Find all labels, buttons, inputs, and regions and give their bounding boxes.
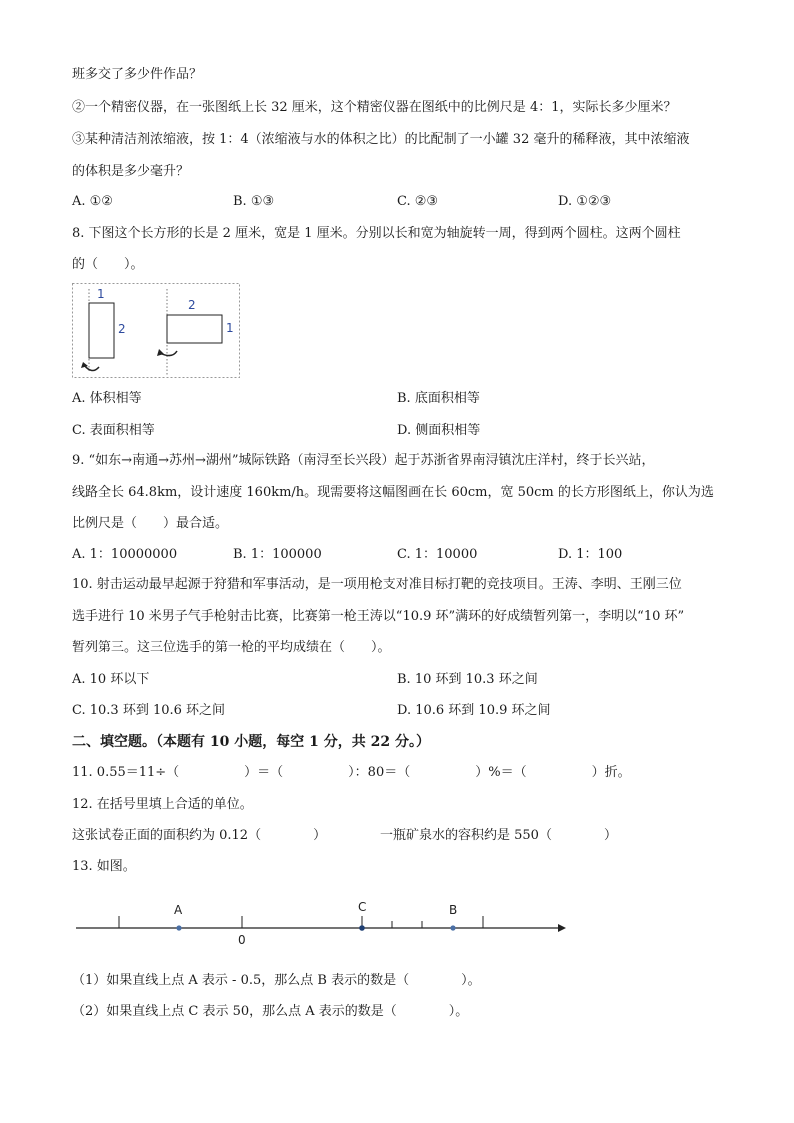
q9-option-d[interactable]: D. 1：100 [558, 547, 623, 562]
point-b-dot [450, 925, 455, 930]
q8-option-a[interactable]: A. 体积相等 [72, 391, 142, 406]
q7-option-c[interactable]: C. ②③ [397, 194, 439, 209]
q8-option-d[interactable]: D. 侧面积相等 [397, 423, 481, 438]
q11-text: 11. 0.55＝11÷（ ）＝（ ）：80＝（ ）%＝（ ）折。 [72, 765, 631, 780]
q8-stem-line1: 8. 下图这个长方形的长是 2 厘米，宽是 1 厘米。分别以长和宽为轴旋转一周，得到两个圆柱。这两个圆柱 [72, 226, 681, 241]
q13-sub1: （1）如果直线上点 A 表示 - 0.5，那么点 B 表示的数是（ ）。 [72, 973, 481, 988]
q10-stem-line1: 10. 射击运动最早起源于狩猎和军事活动，是一项用枪支对准目标打靶的竞技项目。王涛、李明、王刚三位 [72, 577, 682, 592]
left-rotation-arrowhead-icon [81, 362, 88, 368]
q10-stem-line3: 暂列第三。这三位选手的第一枪的平均成绩在（ ）。 [72, 640, 391, 655]
q9-stem-line2: 线路全长 64.8km，设计速度 160km/h。现需要将这幅图画在长 60cm，宽 50cm 的长方形图纸上，你认为选 [72, 485, 714, 500]
q7-item-2: ②一个精密仪器，在一张图纸上长 32 厘米，这个精密仪器在图纸中的比例尺是 4：1，实际长多少厘米？ [72, 100, 677, 115]
q12-part2: 一瓶矿泉水的容积约是 550（ ） [380, 828, 617, 843]
zero-label: 0 [238, 933, 246, 947]
point-b-label: B [449, 903, 458, 917]
right-rectangle [167, 315, 222, 343]
q8-stem-line2: 的（ ）。 [72, 257, 144, 272]
q8-option-c[interactable]: C. 表面积相等 [72, 423, 155, 438]
q8-rectangle-rotation-figure [72, 283, 242, 379]
number-line-arrow-icon [558, 924, 566, 932]
left-rectangle [89, 303, 114, 358]
q12-part1: 这张试卷正面的面积约为 0.12（ ） [72, 828, 327, 843]
q9-option-c[interactable]: C. 1：10000 [397, 547, 478, 562]
q7-option-b[interactable]: B. ①③ [233, 194, 275, 209]
q10-option-a[interactable]: A. 10 环以下 [72, 672, 150, 687]
q9-stem-line1: 9. “如东→南通→苏州→湖州”城际铁路（南浔至长兴段）起于苏浙省界南浔镇沈庄洋村，终于长兴站， [72, 453, 655, 468]
section-title-fill-in: 二、填空题。（本题有 10 小题，每空 1 分，共 22 分。） [72, 734, 430, 750]
q10-option-c[interactable]: C. 10.3 环到 10.6 环之间 [72, 703, 226, 718]
q7-continuation: 班多交了多少件作品？ [72, 67, 203, 82]
q13-stem: 13. 如图。 [72, 859, 136, 874]
point-c-label: C [358, 900, 367, 914]
point-c-dot [359, 925, 365, 931]
q13-sub2: （2）如果直线上点 C 表示 50，那么点 A 表示的数是（ ）。 [72, 1004, 469, 1019]
q9-option-a[interactable]: A. 1：10000000 [72, 547, 178, 562]
q9-stem-line3: 比例尺是（ ）最合适。 [72, 516, 229, 531]
left-side-label: 2 [118, 322, 126, 336]
q12-stem: 12. 在括号里填上合适的单位。 [72, 797, 253, 812]
right-side-label: 1 [226, 321, 234, 335]
q8-option-b[interactable]: B. 底面积相等 [397, 391, 480, 406]
q7-option-d[interactable]: D. ①②③ [558, 194, 612, 209]
q7-option-a[interactable]: A. ①② [72, 194, 113, 209]
q10-stem-line2: 选手进行 10 米男子气手枪射击比赛，比赛第一枪王涛以“10.9 环”满环的好成绩暂列第一，李明以“10 环” [72, 609, 685, 624]
q13-number-line [70, 897, 570, 952]
q7-item-3-line1: ③某种清洁剂浓缩液，按 1：4（浓缩液与水的体积之比）的比配制了一小罐 32 毫升的稀释液，其中浓缩液 [72, 132, 690, 147]
q10-option-b[interactable]: B. 10 环到 10.3 环之间 [397, 672, 538, 687]
number-line-ticks [119, 916, 483, 928]
q7-item-3-line2: 的体积是多少毫升？ [72, 164, 190, 179]
q10-option-d[interactable]: D. 10.6 环到 10.9 环之间 [397, 703, 551, 718]
left-top-label: 1 [97, 287, 105, 301]
point-a-dot [176, 925, 181, 930]
q9-option-b[interactable]: B. 1：100000 [233, 547, 322, 562]
right-top-label: 2 [188, 298, 196, 312]
point-a-label: A [174, 903, 183, 917]
